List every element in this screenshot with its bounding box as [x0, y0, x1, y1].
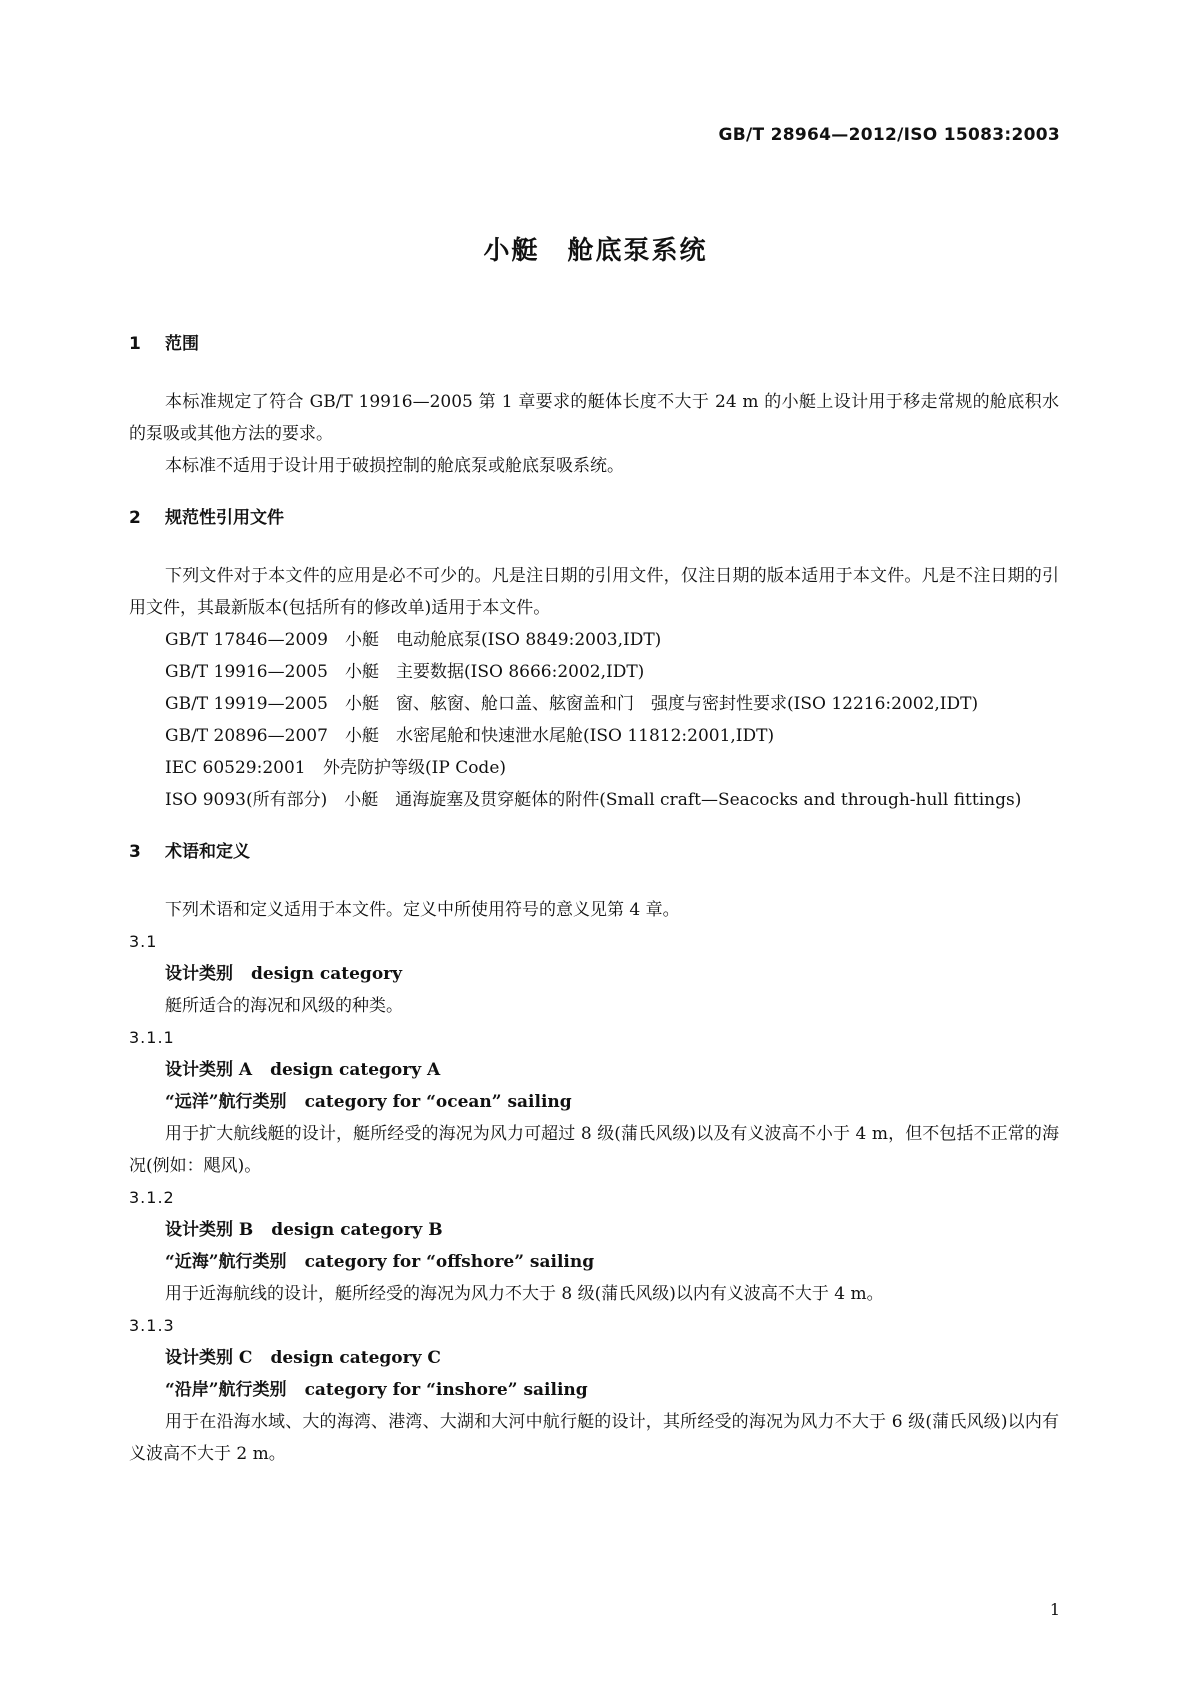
section-number: 3 [129, 842, 141, 862]
reference-text: 小艇 水密尾舱和快速泄水尾舱(ISO 11812:2001,IDT) [345, 726, 775, 746]
term-cn: “远洋”航行类别 [165, 1092, 287, 1112]
term-en: category for “inshore” sailing [304, 1380, 588, 1400]
term-cn: “近海”航行类别 [165, 1252, 287, 1272]
paragraph: 本标准规定了符合 GB/T 19916—2005 第 1 章要求的艇体长度不大于 24 m 的小艇上设计用于移走常规的舱底积水的泵吸或其他方法的要求。 [129, 392, 1059, 444]
reference-text: 外壳防护等级(IP Code) [323, 758, 507, 778]
section-number: 2 [129, 508, 141, 528]
reference-code: IEC 60529:2001 [165, 758, 306, 778]
term-en: category for “ocean” sailing [304, 1092, 572, 1112]
document-title: 小艇 舱底泵系统 [483, 236, 708, 266]
term-definition: 艇所适合的海况和风级的种类。 [165, 996, 403, 1016]
term-en: design category A [270, 1060, 441, 1080]
term-entry-synonym [129, 1246, 1059, 1278]
section-title: 范围 [165, 334, 199, 354]
term-definition: 用于在沿海水域、大的海湾、港湾、大湖和大河中航行艇的设计，其所经受的海况为风力不大于 6 级(蒲氏风级)以内有义波高不大于 2 m。 [129, 1412, 1059, 1464]
reference-text: 小艇 电动舱底泵(ISO 8849:2003,IDT) [345, 630, 662, 650]
term-entry [129, 1214, 1059, 1246]
reference-item [129, 688, 1059, 720]
paragraph: 本标准不适用于设计用于破损控制的舱底泵或舱底泵吸系统。 [165, 456, 624, 476]
term-cn: 设计类别 C [165, 1348, 253, 1368]
term-en: design category [251, 964, 402, 984]
section-heading-terms-definitions [129, 836, 1059, 868]
term-definition: 用于扩大航线艇的设计，艇所经受的海况为风力可超过 8 级(蒲氏风级)以及有义波高不小于 4 m，但不包括不正常的海况(例如：飓风)。 [129, 1124, 1059, 1176]
term-definition: 用于近海航线的设计，艇所经受的海况为风力不大于 8 级(蒲氏风级)以内有义波高不大于 4 m。 [165, 1284, 884, 1304]
paragraph: 下列术语和定义适用于本文件。定义中所使用符号的意义见第 4 章。 [165, 900, 680, 920]
reference-code: GB/T 19916—2005 [165, 662, 328, 682]
term-number: 3.1.1 [129, 1028, 175, 1047]
section-title: 规范性引用文件 [165, 508, 284, 528]
term-en: design category B [271, 1220, 443, 1240]
term-entry-synonym [129, 1374, 1059, 1406]
term-cn: 设计类别 A [165, 1060, 253, 1080]
page-number: 1 [1049, 1600, 1060, 1619]
term-cn: 设计类别 B [165, 1220, 254, 1240]
term-entry [129, 1342, 1059, 1374]
term-en: category for “offshore” sailing [304, 1252, 595, 1272]
term-cn: “沿岸”航行类别 [165, 1380, 287, 1400]
section-title: 术语和定义 [165, 842, 250, 862]
reference-text: 小艇 窗、舷窗、舱口盖、舷窗盖和门 强度与密封性要求(ISO 12216:2002,IDT) [345, 694, 979, 714]
document-body [129, 328, 1059, 1470]
term-entry-synonym [129, 1086, 1059, 1118]
section-heading-normative-references [129, 502, 1059, 534]
reference-item: ISO 9093(所有部分) 小艇 通海旋塞及贯穿艇体的附件(Small craft—Seacocks and through-hull fittings) [165, 790, 1022, 810]
section-heading-scope [129, 328, 1059, 360]
paragraph: 下列文件对于本文件的应用是必不可少的。凡是注日期的引用文件，仅注日期的版本适用于本文件。凡是不注日期的引用文件，其最新版本(包括所有的修改单)适用于本文件。 [129, 566, 1059, 618]
term-en: design category C [270, 1348, 441, 1368]
term-entry [129, 1054, 1059, 1086]
reference-item [129, 624, 1059, 656]
reference-code: GB/T 19919—2005 [165, 694, 328, 714]
reference-code: GB/T 20896—2007 [165, 726, 328, 746]
reference-item [129, 752, 1059, 784]
term-number: 3.1 [129, 932, 158, 951]
standard-code: GB/T 28964—2012/ISO 15083:2003 [718, 125, 1060, 145]
reference-code: GB/T 17846—2009 [165, 630, 328, 650]
term-entry [129, 958, 1059, 990]
term-number: 3.1.2 [129, 1188, 175, 1207]
reference-item [129, 656, 1059, 688]
term-cn: 设计类别 [165, 964, 233, 984]
reference-item [129, 720, 1059, 752]
term-number: 3.1.3 [129, 1316, 175, 1335]
section-number: 1 [129, 334, 141, 354]
reference-text: 小艇 主要数据(ISO 8666:2002,IDT) [345, 662, 645, 682]
